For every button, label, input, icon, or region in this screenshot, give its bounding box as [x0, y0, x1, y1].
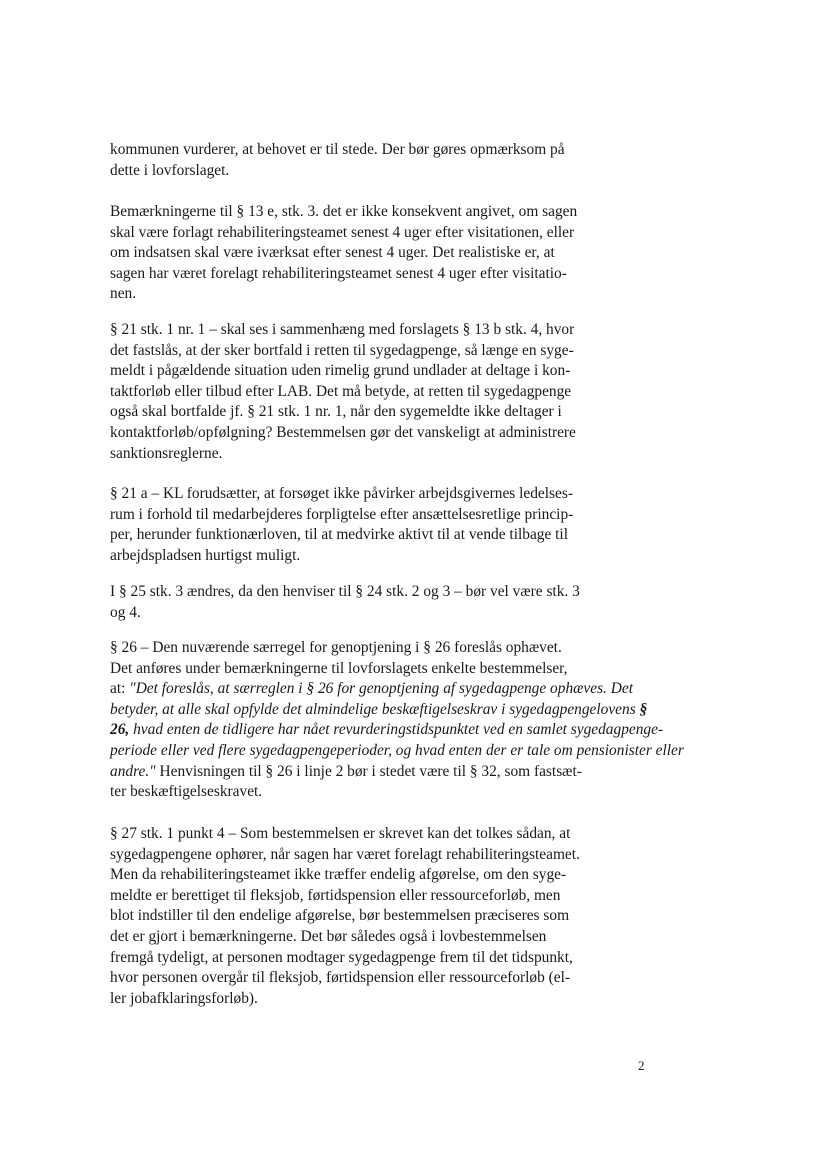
text-line: [110, 845, 604, 866]
text-line: [110, 341, 604, 362]
text-segment: kommunen vurderer, at behovet er til stede. Der bør gøres opmærksom på: [110, 141, 565, 158]
text-segment: fremgå tydeligt, at personen modtager sygedagpenge frem til det tidspunkt,: [110, 948, 573, 966]
text-segment: 26,: [110, 721, 130, 739]
paragraph: [110, 582, 604, 623]
text-line: [110, 720, 664, 741]
text-segment: I § 25 stk. 3 ændres, da den henviser til § 24 stk. 2 og 3 – bør vel være stk. 3: [110, 583, 580, 600]
text-line: [110, 906, 604, 927]
text-segment: § 26 – Den nuværende særregel for genoptjening i § 26 foreslås ophævet.: [110, 639, 562, 656]
text-segment: dette i lovforslaget.: [110, 161, 230, 179]
text-segment: § 27 stk. 1 punkt 4 – Som bestemmelsen er skrevet kan det tolkes sådan, at: [110, 825, 571, 842]
text-segment: hvad enten de tidligere har nået revurderingstidspunktet ved en samlet sygedagpenge-: [129, 721, 664, 739]
text-segment: om indsatsen skal være iværksat efter senest 4 uger. Det realistiske er, at: [110, 244, 555, 262]
text-line: [110, 603, 604, 624]
text-segment: "Det foreslås, at særreglen i § 26 for genoptjening af sygedagpenge ophæves. Det: [129, 680, 633, 698]
text-segment: §: [639, 700, 648, 718]
text-line: [110, 762, 604, 783]
text-line: [110, 264, 604, 285]
text-line: [110, 505, 604, 526]
text-segment: hvor personen overgår til fleksjob, førtidspension eller ressourceforløb (el-: [110, 969, 571, 987]
paragraph: [110, 140, 604, 181]
text-line: [110, 886, 604, 907]
text-segment: Henvisningen til § 26 i linje 2 bør i stedet være til § 32, som fastsæt-: [155, 762, 582, 780]
text-segment: § 21 a – KL forudsætter, at forsøget ikke påvirker arbejdsgivernes ledelses-: [110, 485, 573, 502]
paragraph: [110, 824, 604, 1009]
text-line: [110, 989, 604, 1010]
text-line: [110, 320, 604, 341]
text-line: [110, 824, 604, 845]
text-segment: og 4.: [110, 603, 141, 621]
text-line: [110, 223, 604, 244]
text-segment: per, herunder funktionærloven, til at medvirke aktivt til at vende tilbage til: [110, 526, 568, 544]
text-segment: Bemærkningerne til § 13 e, stk. 3. det er ikke konsekvent angivet, om sagen: [110, 203, 578, 220]
text-segment: nen.: [110, 285, 137, 303]
text-segment: rum i forhold til medarbejderes forpligtelse efter ansættelsesretlige princip-: [110, 505, 574, 523]
text-segment: kontaktforløb/opfølgning? Bestemmelsen gør det vanskeligt at administrere: [110, 423, 576, 441]
text-segment: taktforløb eller tilbud efter LAB. Det må betyde, at retten til sygedagpenge: [110, 382, 572, 400]
text-segment: også skal bortfalde jf. § 21 stk. 1 nr. 1, når den sygemeldte ikke deltager i: [110, 403, 562, 421]
text-line: [110, 948, 604, 969]
paragraph: [110, 202, 604, 305]
text-line: [110, 741, 684, 762]
page-number: 2: [638, 1058, 645, 1073]
text-segment: Men da rehabiliteringsteamet ikke træffer endelig afgørelse, om den syge-: [110, 866, 567, 884]
text-line: [110, 700, 648, 721]
text-line: [110, 659, 604, 680]
text-line: [110, 202, 604, 223]
text-segment: betyder, at alle skal opfylde det almindelige beskæftigelseskrav i sygedagpengelovens: [110, 700, 640, 718]
text-segment: meldte er berettiget til fleksjob, førtidspension eller ressourceforløb, men: [110, 886, 561, 904]
text-line: [110, 865, 604, 886]
text-line: [110, 382, 604, 403]
text-line: [110, 484, 604, 505]
text-segment: at:: [110, 680, 130, 698]
text-segment: periode eller ved flere sygedagpengeperioder, og hvad enten der er tale om pensionister eller: [110, 741, 684, 759]
text-segment: ter beskæftigelseskravet.: [110, 783, 263, 801]
text-segment: blot indstiller til den endelige afgørelse, bør bestemmelsen præciseres som: [110, 907, 570, 925]
text-segment: sagen har været forelagt rehabiliteringsteamet senest 4 uger efter visitatio-: [110, 264, 567, 282]
text-line: [110, 782, 604, 803]
text-line: [110, 140, 604, 161]
paragraph: [110, 320, 604, 464]
text-segment: sanktionsreglerne.: [110, 444, 223, 462]
text-segment: sygedagpengene ophører, når sagen har været forelagt rehabiliteringsteamet.: [110, 845, 580, 863]
text-line: [110, 402, 604, 423]
text-line: [110, 638, 604, 659]
text-segment: skal være forlagt rehabiliteringsteamet senest 4 uger efter visitationen, eller: [110, 223, 575, 241]
paragraph: [110, 638, 684, 803]
text-segment: meldt i pågældende situation uden rimelig grund undlader at deltage i kon-: [110, 362, 571, 380]
text-line: [110, 243, 604, 264]
text-segment: Det anføres under bemærkningerne til lovforslagets enkelte bestemmelser,: [110, 659, 568, 677]
text-line: [110, 361, 604, 382]
text-segment: det er gjort i bemærkningerne. Det bør således også i lovbestemmelsen: [110, 927, 547, 945]
text-line: [110, 444, 604, 465]
paragraph: [110, 484, 604, 566]
text-line: [110, 968, 604, 989]
text-segment: det fastslås, at der sker bortfald i retten til sygedagpenge, så længe en syge-: [110, 341, 574, 359]
text-segment: § 21 stk. 1 nr. 1 – skal ses i sammenhæng med forslagets § 13 b stk. 4, hvor: [110, 321, 575, 338]
text-line: [110, 927, 604, 948]
text-line: [110, 546, 604, 567]
text-line: [110, 525, 604, 546]
text-line: [110, 284, 604, 305]
text-segment: arbejdspladsen hurtigst muligt.: [110, 546, 301, 564]
text-line: [110, 679, 633, 700]
text-segment: andre.": [110, 762, 156, 780]
text-segment: ler jobafklaringsforløb).: [110, 989, 258, 1007]
text-line: [110, 161, 604, 182]
text-line: [110, 582, 604, 603]
text-line: [110, 423, 604, 444]
